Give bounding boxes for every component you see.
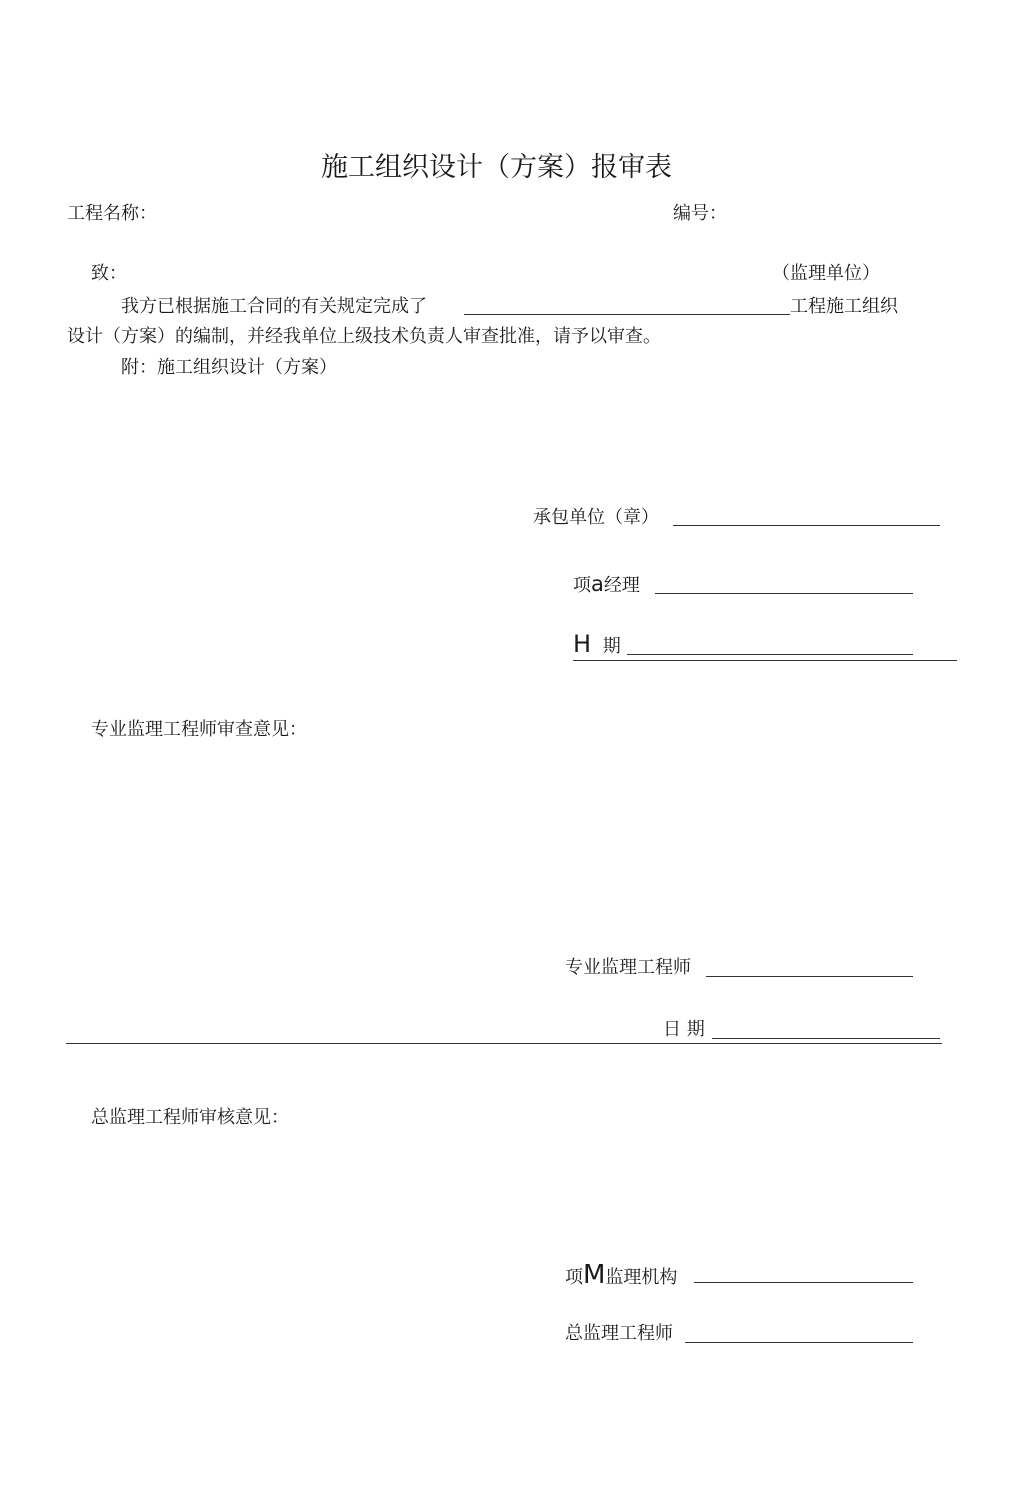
supervision-org-label [565,1262,677,1288]
supervision-org-mark: M [583,1260,606,1290]
specialist-engineer-label: 专业监理工程师 [565,957,691,978]
supervision-org-suffix: 监理机构 [605,1267,678,1288]
attachment-label: 附：施工组织设计（方案） [121,357,337,378]
project-blank-line[interactable] [464,314,790,315]
project-manager-line[interactable] [655,593,913,594]
project-manager-mark: a [591,572,604,596]
supervision-unit-label: （监理单位） [772,263,880,284]
contractor-unit-line[interactable] [673,525,940,526]
contractor-date-label [573,632,621,656]
body-line2: 设计（方案）的编制，并经我单位上级技术负责人审查批准，请予以审查。 [67,326,661,347]
project-name-label: 工程名称： [67,203,157,224]
contractor-date-line[interactable] [627,654,913,655]
section-divider [66,1043,942,1044]
specialist-date-line[interactable] [712,1038,940,1039]
specialist-engineer-line[interactable] [706,976,913,977]
chief-engineer-line[interactable] [685,1342,913,1343]
contractor-date-text: 期 [602,636,621,657]
supervision-org-line[interactable] [694,1282,913,1283]
project-manager-label [573,574,640,595]
body-line1-end: 工程施工组织 [790,296,898,317]
specialist-date-label: 日 期 [663,1019,705,1040]
contractor-unit-label: 承包单位（章） [533,507,659,528]
contractor-date-underline [573,660,957,661]
to-label: 致： [91,263,127,284]
body-line1-start: 我方已根据施工合同的有关规定完成了 [121,296,427,317]
contractor-date-mark: H [573,630,592,658]
specialist-opinion-label: 专业监理工程师审查意见： [91,719,307,740]
project-manager-suffix: 经理 [603,575,640,596]
chief-opinion-label: 总监理工程师审核意见： [91,1107,289,1128]
project-manager-prefix: 项 [573,575,591,596]
chief-engineer-label: 总监理工程师 [565,1323,673,1344]
supervision-org-prefix: 项 [565,1267,583,1288]
form-title: 施工组织设计（方案）报审表 [321,152,672,183]
number-label: 编号： [673,203,727,224]
